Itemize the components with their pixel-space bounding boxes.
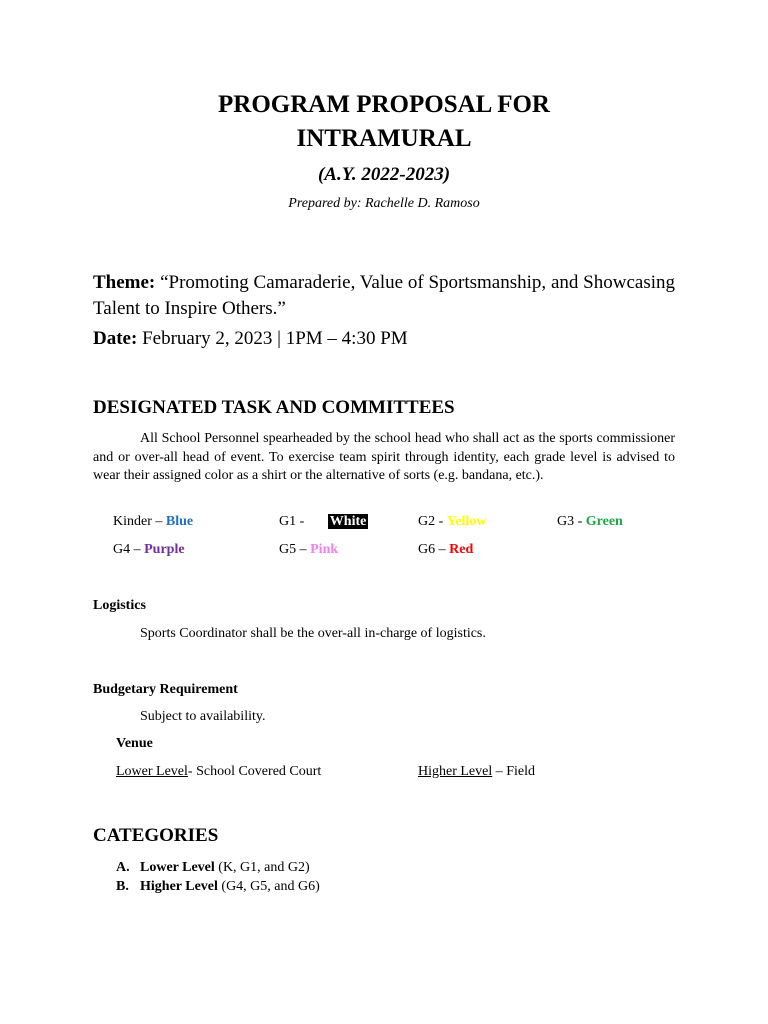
academic-year: (A.Y. 2022-2023) <box>317 164 451 185</box>
date-text: February 2, 2023 | 1PM – 4:30 PM <box>142 328 408 349</box>
budget-heading: Budgetary Requirement <box>93 682 238 697</box>
category-letter: B. <box>116 879 129 894</box>
grade-color-g1 <box>279 514 368 530</box>
budget-text: Subject to availability. <box>140 709 266 724</box>
color-value: Blue <box>165 514 194 529</box>
category-letter: A. <box>116 860 130 875</box>
color-value: Purple <box>144 542 185 557</box>
venue-higher <box>418 764 535 780</box>
grade-label: Kinder – <box>113 514 166 529</box>
category-grades: (G4, G5, and G6) <box>217 879 320 894</box>
date-line <box>93 328 408 350</box>
theme-paragraph <box>93 270 675 322</box>
venue-heading: Venue <box>116 736 153 751</box>
category-level: Lower Level <box>140 860 215 875</box>
logistics-heading: Logistics <box>93 598 146 613</box>
category-item <box>116 860 310 876</box>
grade-label: G3 - <box>557 514 586 529</box>
theme-label: Theme: <box>93 272 156 293</box>
grade-color-g2 <box>418 514 486 530</box>
color-value: Green <box>585 514 623 529</box>
grade-color-g5 <box>279 542 338 558</box>
color-value: Red <box>449 542 474 557</box>
grade-color-kinder <box>113 514 193 530</box>
section-heading-tasks: DESIGNATED TASK AND COMMITTEES <box>93 397 455 418</box>
logistics-text: Sports Coordinator shall be the over-all in-charge of logistics. <box>140 626 486 641</box>
grade-label: G4 – <box>113 542 145 557</box>
venue-higher-text: – Field <box>492 764 536 779</box>
venue-lower <box>116 764 321 780</box>
category-item <box>116 879 320 895</box>
grade-color-g6 <box>418 542 473 558</box>
section-heading-categories: CATEGORIES <box>93 825 219 846</box>
venue-higher-label: Higher Level <box>418 764 493 779</box>
title-line-2: INTRAMURAL <box>296 125 472 152</box>
category-grades: (K, G1, and G2) <box>214 860 310 875</box>
color-value: White <box>329 514 367 529</box>
grade-color-g3 <box>557 514 623 530</box>
theme-text: “Promoting Camaraderie, Value of Sportsmanship, and Showcasing Talent to Inspire Others.” <box>93 272 676 319</box>
prepared-by: Prepared by: Rachelle D. Ramoso <box>288 196 480 211</box>
venue-lower-label: Lower Level <box>116 764 188 779</box>
grade-label: G5 – <box>279 542 311 557</box>
grade-label: G2 - <box>418 514 447 529</box>
date-label: Date: <box>93 328 138 349</box>
category-level: Higher Level <box>140 879 218 894</box>
venue-lower-text: - School Covered Court <box>187 764 322 779</box>
grade-label: G6 – <box>418 542 450 557</box>
grade-label: G1 - <box>279 514 308 529</box>
color-value: Pink <box>310 542 339 557</box>
tasks-intro: All School Personnel spearheaded by the school head who shall act as the sports commissioner and or over-all head of event. To exercise team spirit through identity, each grade level is advised to wear their assigned color as a shirt or the alternative of sorts (e.g. bandana, etc.). <box>93 431 675 483</box>
title-line-1: PROGRAM PROPOSAL FOR <box>218 91 550 118</box>
grade-color-g4 <box>113 542 185 558</box>
color-value: Yellow <box>446 514 487 529</box>
